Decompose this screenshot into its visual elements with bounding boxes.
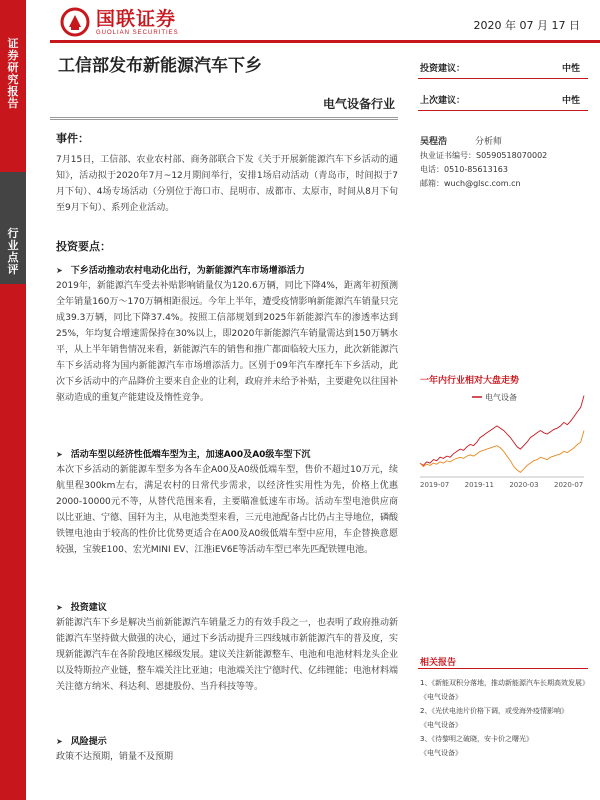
chart-series-line-0 xyxy=(420,396,584,466)
related-item[interactable]: 2、《光伏电池片价格下调，或受海外疫情影响》 xyxy=(420,707,568,715)
rating-last-value: 中性 xyxy=(561,96,580,106)
bullet-arrow-icon: ➤ xyxy=(56,737,63,746)
point-1-title-text: 下乡活动推动农村电动化出行，为新能源汽车市场增添活力 xyxy=(70,266,305,276)
point-1-text: 2019年，新能源汽车受去补贴影响销量仅为120.6万辆，同比下降4%，距离年初预测全年销量160万～170万辆相距很远。今年上半年，遭受疫情影响新能源汽车销量只完成39.3万辆，同比下降37.4%。按照工信部规划到2025年新能源汽车的渗透率达到25%，年均复合增速需保持在30%以上，即2020年新能源汽车销量需达到150万辆水平，从上半年销售情况来看，新能源汽车的销售和推广都面临较大压力，此次新能源汽车下乡活动将为国内新能源汽车市场增添活力。区别于09年汽车摩托车下乡活动，此次下乡活动中的产品降价主要来自企业的让利，政府并未给予补贴，主要避免以往国补驱动造成的重复产能建设及惰性竞争。 xyxy=(56,281,399,403)
chart-series-line-1 xyxy=(420,431,584,473)
bullet-arrow-icon: ➤ xyxy=(56,450,63,459)
analyst-info xyxy=(420,135,590,191)
rating-current-value: 中性 xyxy=(561,64,580,74)
point-4-title xyxy=(56,734,398,747)
related-reports-list xyxy=(420,676,590,760)
event-text: 7月15日，工信部、农业农村部、商务部联合下发《关于开展新能源汽车下乡活动的通知》，活动拟于2020年7月~12月期间举行，安排1场启动活动（青岛市，时间拟于7月下旬）、4场专场活动（分别位于海口市、昆明市、成都市、太原市，时间从8月下旬至9月下旬）、系列企业活动。 xyxy=(56,155,398,213)
brand-name: 国联证券 xyxy=(96,7,177,30)
point-2-text: 本次下乡活动的新能源车型多为各车企A00及A0级低端车型，售价不超过10万元，续航里程300km左右，满足农村的日常代步需求，以经济性实用性为先，价格上优惠2000-10000元不等，从替代范围来看，主要瞄准低速车市场。活动车型电池供应商以比亚迪、宁德、国轩为主，从电池类型来看，三元电池配备占比仍占主导地位，磷酸铁锂电池由于较高的性价比优势更适合在A00及A0级低端车型中应用，车企替换意愿较强，宝骏E100、宏光MINI EV、江淮iEV6E等活动车型已率先匹配铁锂电池。 xyxy=(56,465,399,555)
chart-legend-label: 电气设备 xyxy=(485,393,517,402)
related-divider xyxy=(418,668,588,669)
sidebar-report-category xyxy=(0,172,26,284)
report-title: 工信部发布新能源汽车下乡 xyxy=(58,56,262,76)
rating-divider-bottom xyxy=(418,110,588,111)
chart-x-tick-label: 2019-11 xyxy=(464,481,494,489)
title-divider-second xyxy=(50,119,398,120)
sidebar-report-type xyxy=(0,0,26,172)
point-2-title xyxy=(56,447,398,460)
sidebar-bottom-band xyxy=(0,284,26,800)
brand-logo xyxy=(60,4,220,40)
related-item: 《电气设备》 xyxy=(420,721,462,729)
header-rule xyxy=(50,40,600,43)
analyst-role: 分析师 xyxy=(475,137,503,147)
point-3-text: 新能源汽车下乡是解决当前新能源汽车销量乏力的有效手段之一，也表明了政府推动新能源汽车坚持做大做强的决心，通过下乡活动提升三四线城市新能源汽车的普及度，实现新能源汽车在各阶段地区梯级发展。建议关注新能源整车、电池和电池材料龙头企业以及特斯拉产业链，整车端关注比亚迪；电池端关注宁德时代、亿纬锂能；电池材料端关注德方纳米、科达利、恩捷股份、当升科技等等。 xyxy=(56,618,399,692)
point-1-title xyxy=(56,263,398,276)
report-date: 2020 年 07 月 17 日 xyxy=(473,19,580,32)
point-4-text: 政策不达预期，销量不及预期 xyxy=(56,752,174,762)
rating-last-label: 上次建议： xyxy=(420,96,466,106)
related-reports-heading: 相关报告 xyxy=(420,658,457,668)
point-2-title-text: 活动车型以经济性低端车型为主，加速A00及A0级车型下沉 xyxy=(70,450,311,460)
chart-x-tick-label: 2019-07 xyxy=(420,481,450,489)
analyst-email: 邮箱：wuch@glsc.com.cn xyxy=(420,179,521,188)
brand-logo-icon xyxy=(60,7,90,37)
related-item: 《电气设备》 xyxy=(420,749,462,757)
bullet-arrow-icon: ➤ xyxy=(56,603,63,612)
bullet-arrow-icon: ➤ xyxy=(56,266,63,275)
point-3-title xyxy=(56,600,398,613)
rating-current-label: 投资建议： xyxy=(420,64,466,74)
sidebar-report-category-label: 行业点评 xyxy=(7,227,19,276)
related-item[interactable]: 1、《新能双积分落地，推动新能源汽车长期高效发展》 xyxy=(420,679,589,687)
point-3-title-text: 投资建议 xyxy=(70,603,107,613)
related-item: 《电气设备》 xyxy=(420,693,462,701)
analyst-name: 吴程浩 xyxy=(420,137,448,147)
relative-performance-chart xyxy=(418,385,588,490)
event-heading: 事件： xyxy=(56,132,89,145)
rating-divider xyxy=(418,78,588,79)
sidebar-report-type-label: 证券研究报告 xyxy=(7,37,19,110)
title-divider xyxy=(50,117,398,118)
point-4-title-text: 风险提示 xyxy=(70,737,107,747)
chart-title: 一年内行业相对大盘走势 xyxy=(420,376,520,386)
brand-name-en: GUOLIAN SECURITIES xyxy=(96,29,179,36)
sidebar xyxy=(0,0,26,800)
chart-svg xyxy=(418,385,588,490)
points-heading: 投资要点： xyxy=(56,240,111,253)
industry-label: 电气设备行业 xyxy=(322,97,395,111)
chart-x-tick-label: 2020-03 xyxy=(509,481,539,489)
analyst-phone: 电话：0510-85613163 xyxy=(420,165,508,174)
analyst-cert: 执业证书编号：S0590518070002 xyxy=(420,151,548,160)
related-item[interactable]: 3、《待黎明之破晓，安卡价之曙光》 xyxy=(420,735,533,743)
chart-x-tick-label: 2020-07 xyxy=(554,481,584,489)
